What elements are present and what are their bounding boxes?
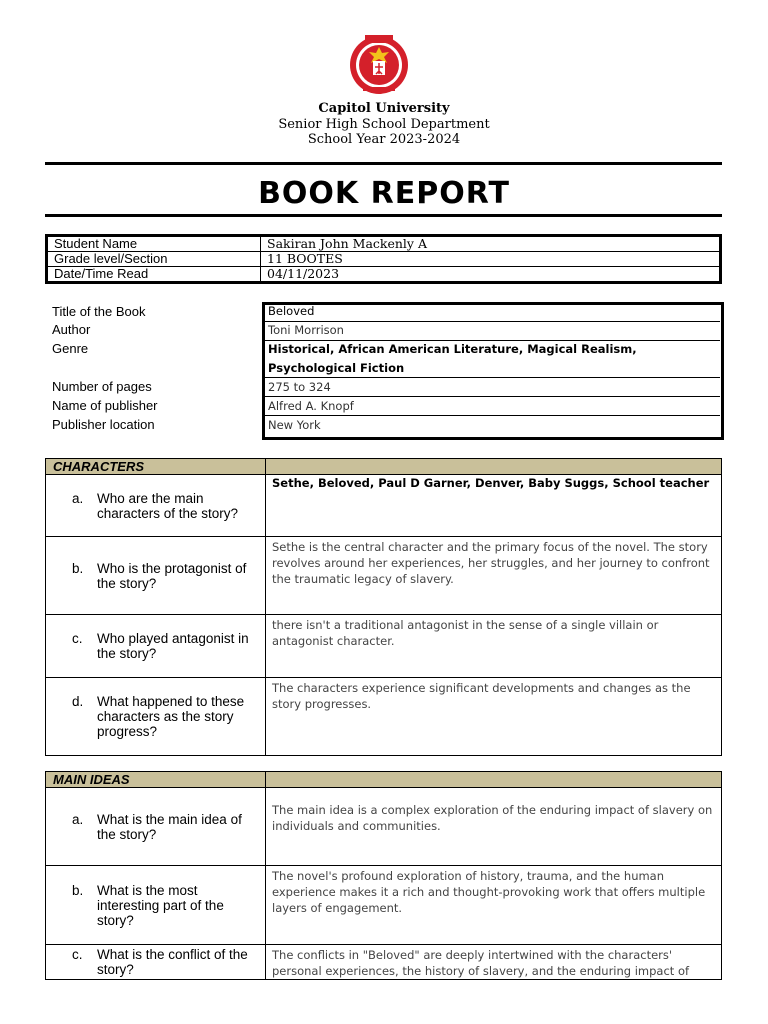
divider xyxy=(264,340,720,341)
student-info-table xyxy=(45,234,722,284)
pages-value: 275 to 324 xyxy=(268,380,331,394)
table-row xyxy=(46,537,722,615)
university-seal-logo xyxy=(343,27,415,99)
answer-text: The novel's profound exploration of history, trauma, and the human experience makes it a rich and thought-provoking work that offers multiple layers of engagement. xyxy=(266,866,722,945)
question-cell xyxy=(46,788,266,866)
table-row xyxy=(46,459,722,475)
genre-label: Genre xyxy=(52,341,89,356)
publisher-location-label: Publisher location xyxy=(52,417,155,432)
divider xyxy=(264,396,720,397)
answer-text: The main idea is a complex exploration of the enduring impact of slavery on individuals and communities. xyxy=(266,788,722,866)
date-read-label: Date/Time Read xyxy=(47,267,261,283)
table-row xyxy=(46,788,722,866)
answer-text: Sethe is the central character and the primary focus of the novel. The story revolves around her experiences, her struggles, and her journey to confront the traumatic legacy of slavery. xyxy=(266,537,722,615)
question-number: a. xyxy=(72,811,84,827)
question-text: Who played antagonist in the story? xyxy=(97,631,249,661)
table-row xyxy=(47,236,721,252)
genre-value-line2: Psychological Fiction xyxy=(268,361,405,375)
answer-cell xyxy=(266,475,722,537)
date-read-value: 04/11/2023 xyxy=(261,267,721,283)
divider xyxy=(264,415,720,416)
question-cell xyxy=(46,945,266,980)
characters-header: CHARACTERS xyxy=(46,459,266,475)
pages-label: Number of pages xyxy=(52,379,152,394)
publisher-location-value: New York xyxy=(268,418,321,432)
question-text: What is the most interesting part of the story? xyxy=(97,882,224,928)
table-row xyxy=(46,866,722,945)
author-label: Author xyxy=(52,322,91,337)
table-row xyxy=(46,615,722,678)
student-name-value: Sakiran John Mackenly A xyxy=(261,236,721,252)
title-divider xyxy=(45,214,722,217)
question-cell xyxy=(46,615,266,678)
answer-text: The characters experience significant developments and changes as the story progresses. xyxy=(266,678,722,756)
table-row xyxy=(46,772,722,788)
publisher-label: Name of publisher xyxy=(52,398,158,413)
answer-text: there isn't a traditional antagonist in the sense of a single villain or antagonist character. xyxy=(266,615,722,678)
author-value: Toni Morrison xyxy=(268,323,344,337)
table-row xyxy=(47,252,721,267)
question-cell xyxy=(46,537,266,615)
question-cell xyxy=(46,678,266,756)
university-name: Capitol University xyxy=(318,101,450,116)
main-ideas-header-blank xyxy=(266,772,722,788)
table-row xyxy=(47,267,721,283)
student-name-label: Student Name xyxy=(47,236,261,252)
divider xyxy=(264,321,720,322)
answer-text: The conflicts in "Beloved" are deeply intertwined with the characters' personal experiences, the history of slavery, and the enduring impact of xyxy=(266,945,722,980)
question-cell xyxy=(46,866,266,945)
question-cell xyxy=(46,475,266,537)
question-number: c. xyxy=(72,631,83,646)
header-divider xyxy=(45,162,722,165)
characters-header-blank xyxy=(266,459,722,475)
department-name: Senior High School Department xyxy=(278,117,490,132)
question-text: Who is the protagonist of the story? xyxy=(97,560,247,591)
genre-value-line1: Historical, African American Literature, Magical Realism, xyxy=(268,342,637,356)
question-number: d. xyxy=(72,694,84,709)
report-title: BOOK REPORT xyxy=(258,176,510,211)
question-number: a. xyxy=(72,490,84,506)
question-text: Who are the main characters of the story? xyxy=(97,490,239,521)
book-title-value: Beloved xyxy=(268,304,315,318)
book-title-label: Title of the Book xyxy=(52,304,146,319)
question-text: What is the main idea of the story? xyxy=(97,811,242,842)
question-number: b. xyxy=(72,882,84,898)
divider xyxy=(264,377,720,378)
main-ideas-header: MAIN IDEAS xyxy=(46,772,266,788)
characters-table xyxy=(45,458,722,756)
publisher-value: Alfred A. Knopf xyxy=(268,399,354,413)
table-row xyxy=(46,475,722,537)
main-ideas-table xyxy=(45,771,722,980)
grade-level-value: 11 BOOTES xyxy=(261,252,721,267)
school-year: School Year 2023-2024 xyxy=(307,132,461,147)
answer-text: Sethe, Beloved, Paul D Garner, Denver, Baby Suggs, School teacher xyxy=(272,476,710,490)
grade-level-label: Grade level/Section xyxy=(47,252,261,267)
question-text: What happened to these characters as the story progress? xyxy=(97,694,245,739)
table-row xyxy=(46,678,722,756)
question-text: What is the conflict of the story? xyxy=(97,947,248,977)
question-number: c. xyxy=(72,947,83,962)
table-row xyxy=(46,945,722,980)
question-number: b. xyxy=(72,560,84,576)
